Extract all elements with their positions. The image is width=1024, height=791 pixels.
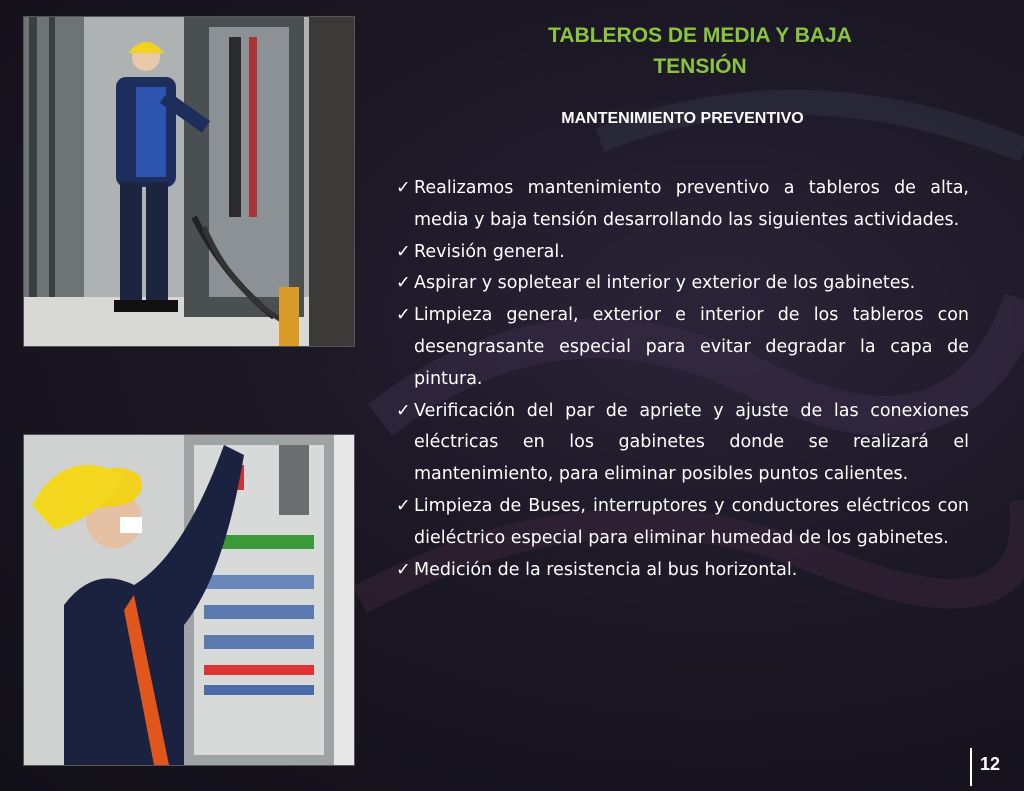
page-number-divider bbox=[970, 748, 972, 786]
title-line-2: TENSIÓN bbox=[653, 55, 747, 78]
check-icon: ✓ bbox=[396, 273, 411, 294]
technician-photo-top bbox=[23, 16, 355, 347]
section-subtitle: MANTENIMIENTO PREVENTIVO bbox=[561, 110, 804, 127]
bullet-item: ✓ Verificación del par de apriete y ajuste de las conexiones eléctricas en los gabinetes donde se realizará el mantenimiento, para eliminar posibles puntos calientes. bbox=[396, 396, 969, 491]
bullet-item: ✓ Limpieza general, exterior e interior de los tableros con desengrasante especial para evitar degradar la capa de pintura. bbox=[396, 300, 969, 395]
page-title bbox=[540, 20, 860, 82]
check-icon: ✓ bbox=[396, 178, 411, 198]
check-icon: ✓ bbox=[396, 400, 411, 421]
technician-photo-bottom bbox=[23, 434, 355, 766]
check-icon: ✓ bbox=[396, 495, 411, 516]
check-icon: ✓ bbox=[396, 241, 411, 262]
bullet-list bbox=[396, 173, 969, 586]
page-number: 12 bbox=[980, 754, 1001, 774]
bullet-item: ✓ Limpieza de Buses, interruptores y conductores eléctricos con dieléctrico especial para eliminar humedad de los gabinetes. bbox=[396, 491, 969, 555]
bullet-item: ✓ Realizamos mantenimiento preventivo a tableros de alta, media y baja tensión desarrollando las siguientes actividades. bbox=[396, 173, 969, 237]
bullet-item: ✓ Revisión general. bbox=[396, 237, 969, 269]
bullet-item: ✓ Medición de la resistencia al bus horizontal. bbox=[396, 555, 969, 587]
check-icon: ✓ bbox=[396, 559, 411, 580]
bullet-item: ✓ Aspirar y sopletear el interior y exterior de los gabinetes. bbox=[396, 268, 969, 300]
title-line-1: TABLEROS DE MEDIA Y BAJA bbox=[548, 24, 852, 47]
check-icon: ✓ bbox=[396, 305, 411, 326]
